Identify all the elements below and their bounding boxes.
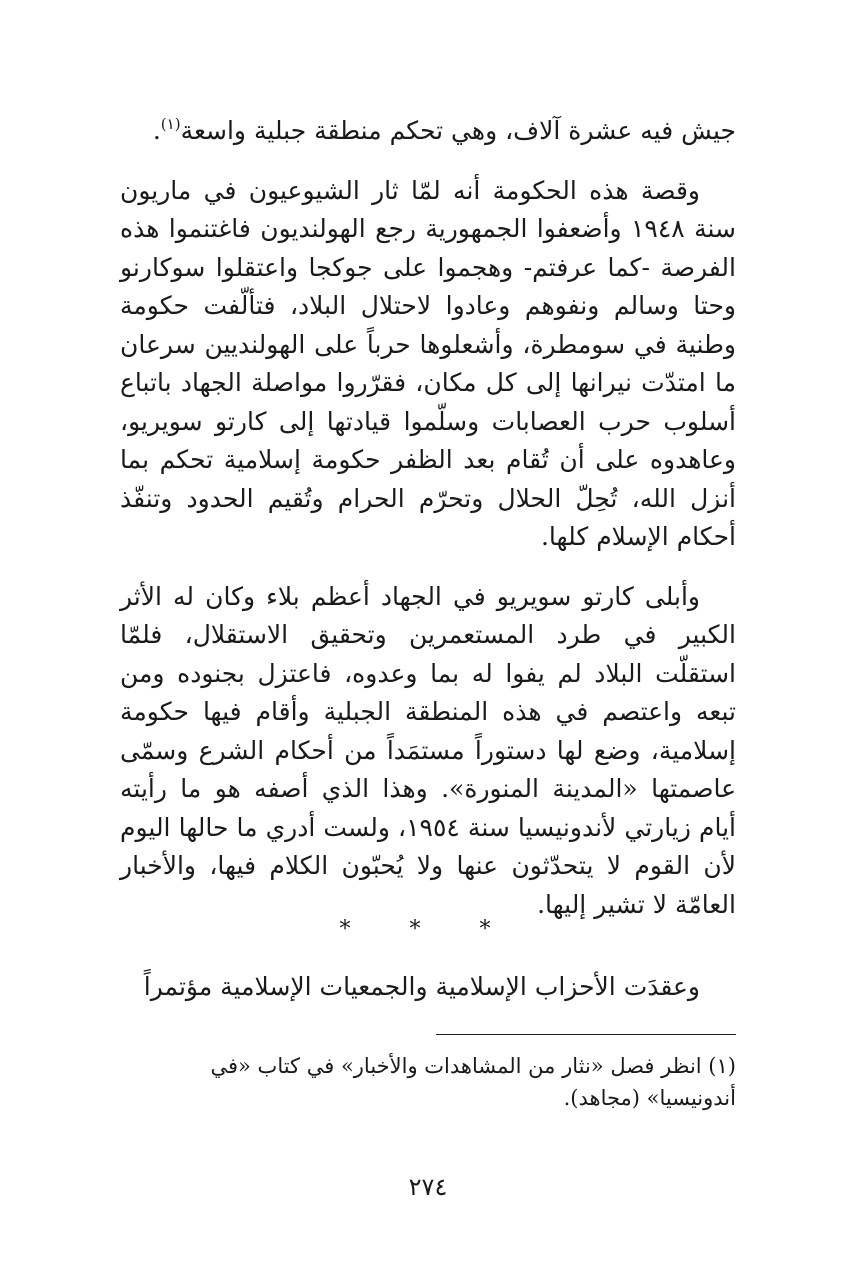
- body-text: [120, 112, 736, 924]
- page-number: ٢٧٤: [408, 1173, 448, 1201]
- paragraph-3: وأبلى كارتو سويريو في الجهاد أعظم بلاء وكان له الأثر الكبير في طرد المستعمرين وتحقيق الاستقلال، فلمّا استقلّت البلاد لم يفوا له بما وعدوه، فاعتزل بجنوده ومن تبعه واعتصم في هذه المنطقة الجبلية وأقام فيها حكومة إسلامية، وضع لها دستوراً مستمَداً من أحكام الشرع وسمّى عاصمتها «المدينة المنورة». وهذا الذي أصفه هو ما رأيته أيام زيارتي لأندونيسيا سنة ١٩٥٤، ولست أدري ما حالها اليوم لأن القوم لا يتحدّثون عنها ولا يُحبّون الكلام فيها، والأخبار العامّة لا تشير إليها.: [120, 581, 736, 919]
- paragraph-1: [120, 112, 736, 151]
- section-separator: * * *: [339, 917, 517, 942]
- paragraph-1-end: .: [152, 116, 161, 145]
- paragraph-1-text: جيش فيه عشرة آلاف، وهي تحكم منطقة جبلية واسعة: [180, 116, 736, 145]
- footnote: (١) انظر فصل «نثار من المشاهدات والأخبار» في كتاب «في أندونيسيا» (مجاهد).: [210, 1054, 736, 1110]
- paragraph-2: وقصة هذه الحكومة أنه لمّا ثار الشيوعيون في ماريون سنة ١٩٤٨ وأضعفوا الجمهورية رجع الهولنديون فاغتنموا هذه الفرصة -كما عرفتم- وهجموا على جوكجا واعتقلوا سوكارنو وحتا وسالم ونفوهم وعادوا لاحتلال البلاد، فتألّفت حكومة وطنية في سومطرة، وأشعلوها حرباً على الهولنديين سرعان ما امتدّت نيرانها إلى كل مكان، فقرّروا مواصلة الجهاد باتباع أسلوب حرب العصابات وسلّموا قيادتها إلى كارتو سويريو، وعاهدوه على أن تُقام بعد الظفر حكومة إسلامية تحكم بما أنزل الله، تُحِلّ الحلال وتحرّم الحرام وتُقيم الحدود وتنفّذ أحكام الإسلام كلها.: [120, 175, 737, 551]
- footnote-marker: (١): [160, 115, 181, 133]
- paragraph-4: وعقدَت الأحزاب الإسلامية والجمعيات الإسلامية مؤتمراً: [143, 972, 700, 1001]
- footnote-divider: [436, 1034, 736, 1035]
